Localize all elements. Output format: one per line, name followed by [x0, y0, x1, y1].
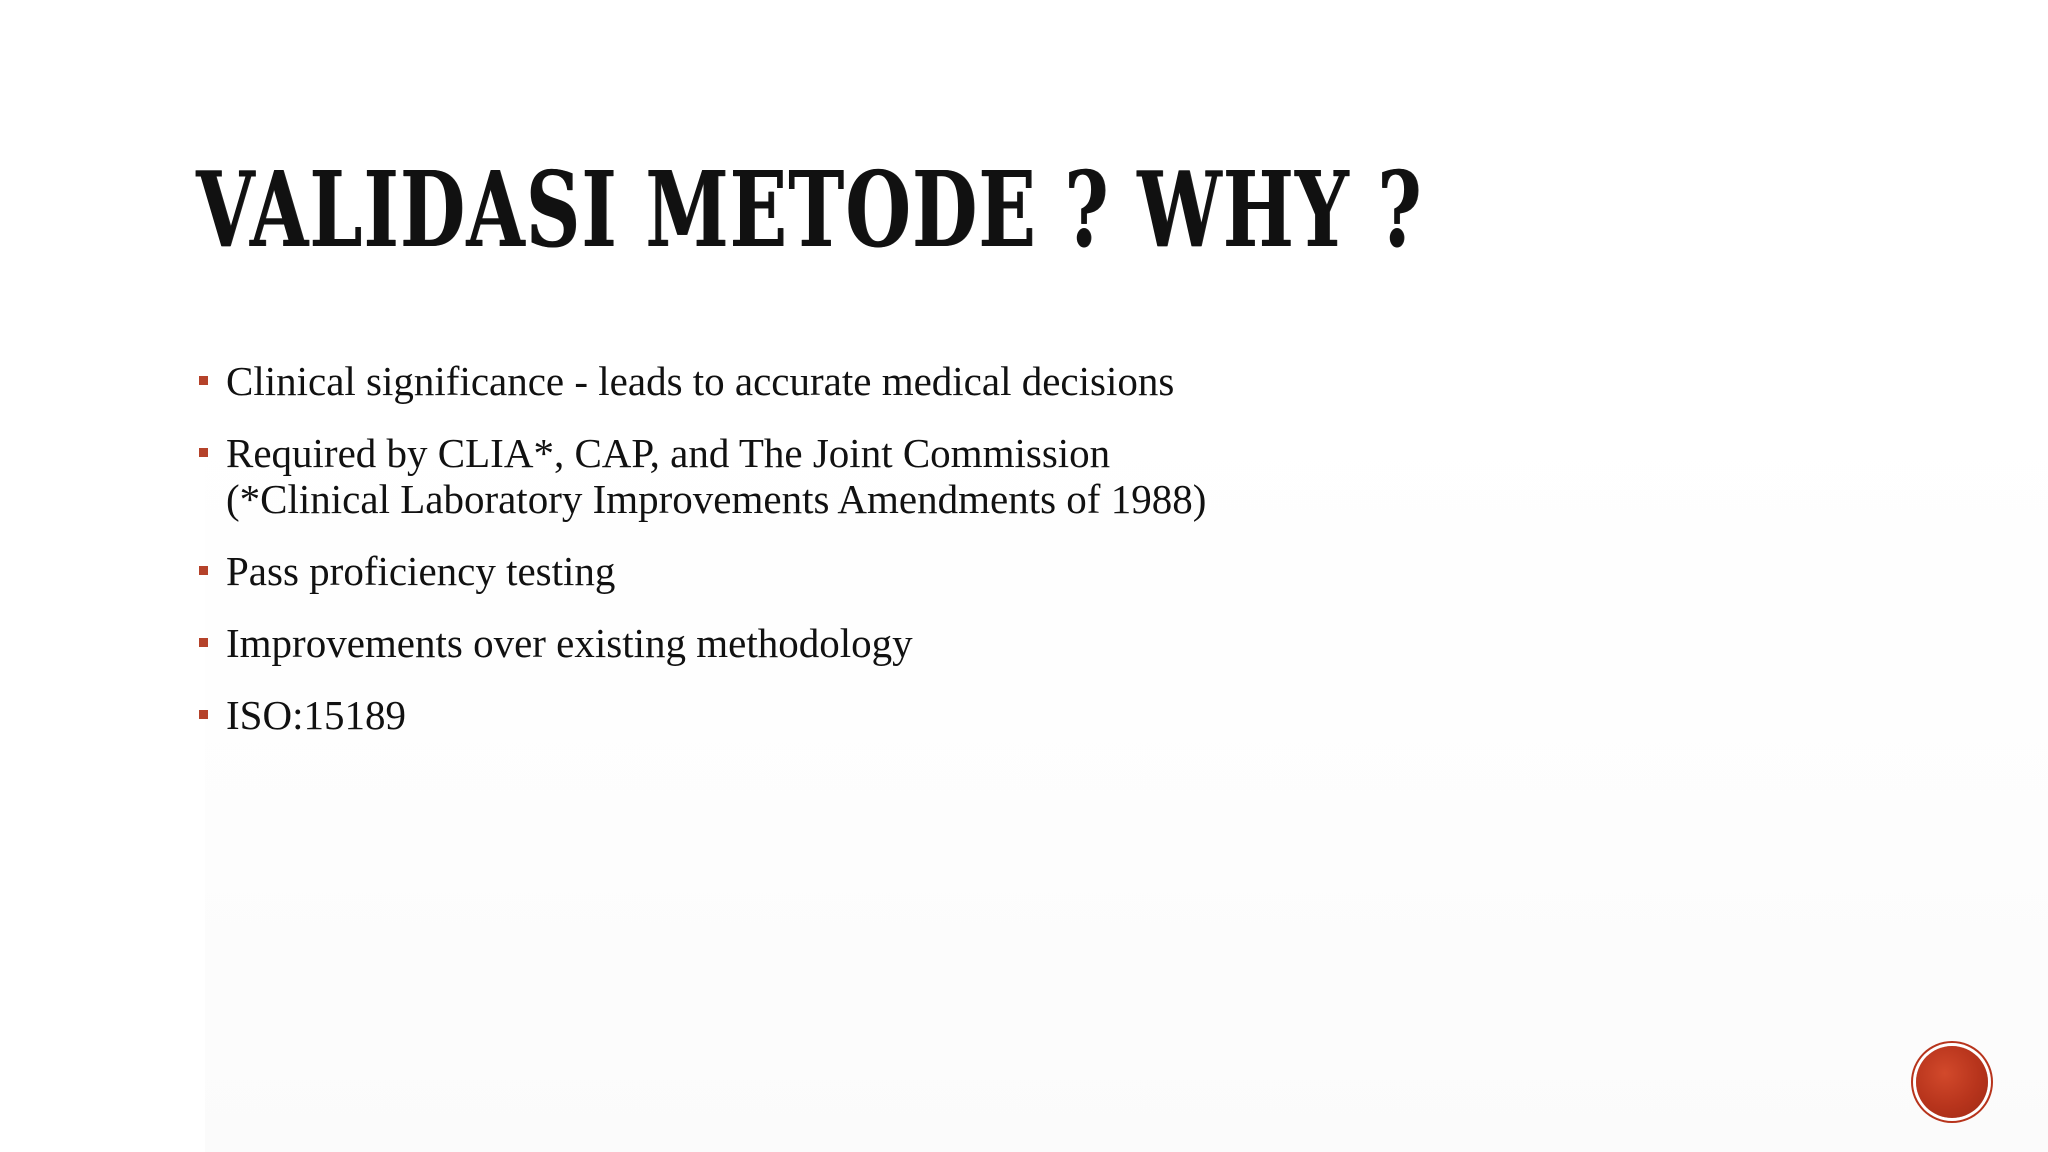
square-bullet-icon [199, 710, 208, 719]
slide-nav-circle-icon[interactable] [1916, 1046, 1988, 1118]
square-bullet-icon [199, 448, 208, 457]
bullet-text: ISO:15189 [226, 692, 406, 738]
bullet-list [196, 358, 1206, 764]
bullet-item [196, 620, 1206, 666]
bullet-text: Clinical significance - leads to accurate medical decisions [226, 358, 1175, 404]
bullet-text: Improvements over existing methodology [226, 620, 913, 666]
slide-title: VALIDASI METODE ? WHY ? [196, 148, 1423, 271]
bullet-item [196, 430, 1206, 522]
bullet-item [196, 358, 1206, 404]
bullet-item [196, 548, 1206, 594]
square-bullet-icon [199, 376, 208, 385]
bullet-text: Required by CLIA*, CAP, and The Joint Commission [226, 430, 1111, 476]
bullet-text: Pass proficiency testing [226, 548, 616, 594]
square-bullet-icon [199, 638, 208, 647]
bullet-subtext: (*Clinical Laboratory Improvements Amendments of 1988) [226, 476, 1207, 522]
square-bullet-icon [199, 566, 208, 575]
bullet-item [196, 692, 1206, 738]
